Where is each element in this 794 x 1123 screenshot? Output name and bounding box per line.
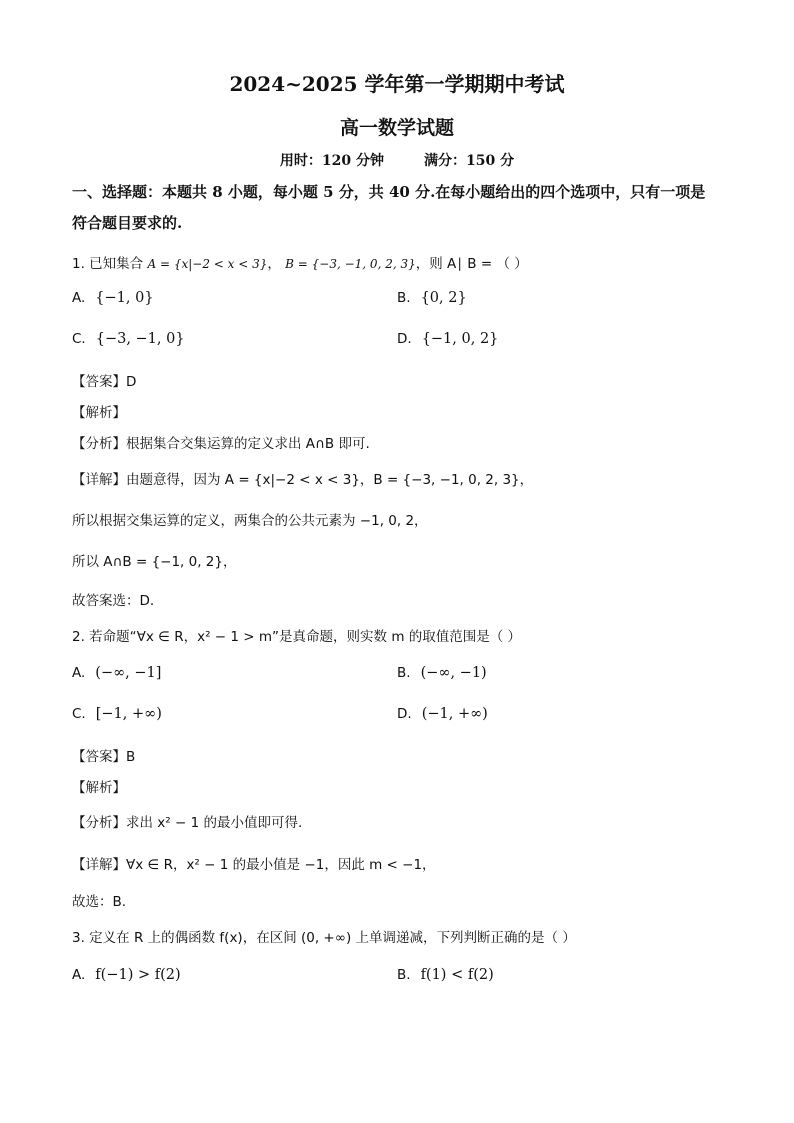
option-label: B. [397, 665, 411, 681]
exam-full-score: 满分：150 分 [424, 153, 515, 169]
option-label: D. [397, 706, 412, 722]
q2-stem: 2. 若命题“∀x ∈ R，x² − 1 > m”是真命题，则实数 m 的取值范围是（ ） [72, 629, 522, 645]
option-label: C. [72, 331, 86, 347]
q2-option-a [72, 665, 161, 681]
q3-option-a [72, 967, 181, 983]
q1-fenxi: 【分析】根据集合交集运算的定义求出 A∩B 即可. [72, 436, 370, 452]
option-label: C. [72, 706, 86, 722]
section-heading-line2: 符合题目要求的. [72, 214, 183, 232]
option-value: f(−1) > f(2) [95, 967, 181, 983]
q1-set-b: B = {−3, −1, 0, 2, 3} [285, 257, 416, 271]
option-value: f(1) < f(2) [420, 967, 494, 983]
q1-option-c [72, 331, 185, 347]
q1-answer: 【答案】D [72, 374, 137, 390]
q2-option-d [397, 706, 488, 722]
exam-subject: 高一数学试题 [339, 117, 454, 139]
q2-fenxi: 【分析】求出 x² − 1 的最小值即可得. [72, 815, 303, 831]
q1-set-a: A = {x|−2 < x < 3} [147, 257, 268, 271]
q1-option-a [72, 290, 154, 306]
option-value: [−1, +∞) [95, 706, 162, 722]
q3-option-b [397, 967, 494, 983]
q2-option-b [397, 665, 487, 681]
q1-tail: ，则 A∣ B = （ ） [415, 256, 528, 272]
option-label: B. [397, 290, 411, 306]
option-label: D. [397, 331, 412, 347]
option-value: {0, 2} [420, 290, 467, 306]
q1-analysis-tag: 【解析】 [72, 405, 126, 421]
option-label: A. [72, 967, 86, 983]
q1-option-b [397, 290, 467, 306]
option-value: (−1, +∞) [421, 706, 488, 722]
q2-option-c [72, 706, 162, 722]
option-label: B. [397, 967, 411, 983]
option-value: {−1, 0, 2} [421, 331, 499, 347]
q2-analysis-tag: 【解析】 [72, 780, 126, 796]
option-value: (−∞, −1) [420, 665, 487, 681]
option-label: A. [72, 665, 86, 681]
option-value: {−3, −1, 0} [95, 331, 185, 347]
q1-detail-4: 故答案选：D. [72, 593, 155, 609]
option-value: {−1, 0} [95, 290, 154, 306]
q1-sep: ， [267, 256, 281, 272]
q1-detail-1: 【详解】由题意得，因为 A = {x|−2 < x < 3}，B = {−3, −1, 0, 2, 3}， [72, 472, 534, 488]
q1-stem [72, 252, 528, 272]
exam-title: 2024~2025 学年第一学期期中考试 [229, 72, 565, 96]
q2-detail-2: 故选：B. [72, 894, 127, 910]
option-label: A. [72, 290, 86, 306]
q1-stem-text: 1. 已知集合 [72, 256, 144, 272]
q1-detail-3: 所以 A∩B = {−1, 0, 2}， [72, 554, 237, 570]
section-heading-line1: 一、选择题：本题共 8 小题，每小题 5 分，共 40 分.在每小题给出的四个选项中，只有一项是 [72, 183, 706, 201]
exam-info [0, 150, 794, 170]
q3-stem: 3. 定义在 R 上的偶函数 f(x)，在区间 (0, +∞) 上单调递减，下列判断正确的是（ ） [72, 930, 576, 946]
option-value: (−∞, −1] [95, 665, 162, 681]
q2-detail-1: 【详解】∀x ∈ R，x² − 1 的最小值是 −1，因此 m < −1， [72, 857, 436, 873]
q1-detail-2: 所以根据交集运算的定义，两集合的公共元素为 −1, 0, 2， [72, 513, 428, 529]
q2-answer: 【答案】B [72, 749, 136, 765]
exam-duration: 用时：120 分钟 [279, 153, 384, 169]
q1-option-d [397, 331, 498, 347]
